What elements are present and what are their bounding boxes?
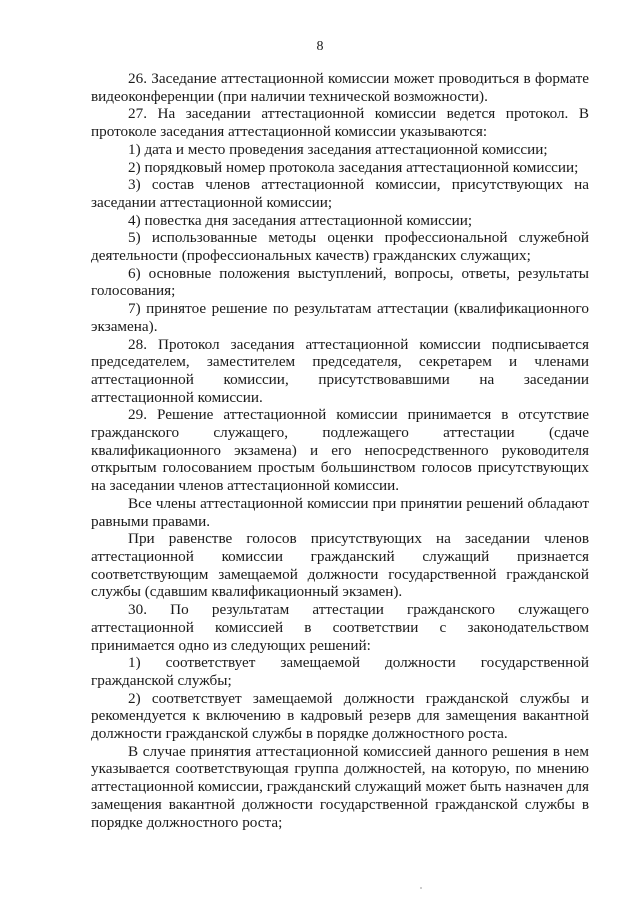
paragraph-26: 26. Заседание аттестационной комиссии может проводиться в формате видеоконференции (при наличии технической возможности).	[91, 70, 589, 105]
list-item-5: 5) использованные методы оценки профессиональной служебной деятельности (профессиональных качеств) гражданских служащих;	[91, 229, 589, 265]
list-item-4: 4) повестка дня заседания аттестационной комиссии;	[128, 211, 473, 229]
list-item-7: 7) принятое решение по результатам аттестации (квалификационного экзамена).	[91, 300, 589, 335]
paragraph-30: 30. По результатам аттестации гражданского служащего аттестационной комиссией в соответствии с законодательством принимается одно из следующих решений:	[91, 601, 589, 654]
paragraph-tie-vote: При равенстве голосов присутствующих на заседании членов аттестационной комиссии гражданский служащий признается соответствующим замещаемой должности государственной гражданской службы (сдавшим квалификационный экзамен).	[91, 530, 589, 601]
page-number: 8	[316, 39, 324, 54]
list-item-1: 1) дата и место проведения заседания аттестационной комиссии;	[128, 140, 548, 158]
paragraph-28: 28. Протокол заседания аттестационной комиссии подписывается председателем, заместителем председателя, секретарем и членами аттестационной комиссии, присутствовавшими на заседании аттестационной комиссии.	[91, 335, 589, 406]
decision-item-2: 2) соответствует замещаемой должности гражданской службы и рекомендуется к включению в кадровый резерв для замещения вакантной должности гражданской службы в порядке должностного роста.	[91, 689, 589, 743]
paragraph-decision-case: В случае принятия аттестационной комиссией данного решения в нем указывается соответствующая группа должностей, на которую, по мнению аттестационной комиссии, гражданский служащий может быть назначен для замещения вакантной должности государственной гражданской службы в порядке должностного роста;	[91, 742, 589, 831]
list-item-6: 6) основные положения выступлений, вопросы, ответы, результаты голосования;	[91, 264, 589, 300]
paragraph-equal-rights: Все члены аттестационной комиссии при принятии решений обладают равными правами.	[91, 494, 589, 530]
paragraph-27: 27. На заседании аттестационной комиссии ведется протокол. В протоколе заседания аттестационной комиссии указываются:	[91, 105, 589, 141]
list-item-2: 2) порядковый номер протокола заседания аттестационной комиссии;	[128, 158, 579, 176]
document-body	[91, 70, 589, 831]
decision-item-1: 1) соответствует замещаемой должности государственной гражданской службы;	[91, 654, 589, 689]
scan-speck	[420, 887, 422, 889]
paragraph-29: 29. Решение аттестационной комиссии принимается в отсутствие гражданского служащего, подлежащего аттестации (сдаче квалификационного экзамена) и его непосредственного руководителя открытым голосованием простым большинством голосов присутствующих на заседании членов аттестационной комиссии.	[91, 406, 589, 495]
list-item-3: 3) состав членов аттестационной комиссии, присутствующих на заседании аттестационной комиссии;	[91, 176, 589, 211]
